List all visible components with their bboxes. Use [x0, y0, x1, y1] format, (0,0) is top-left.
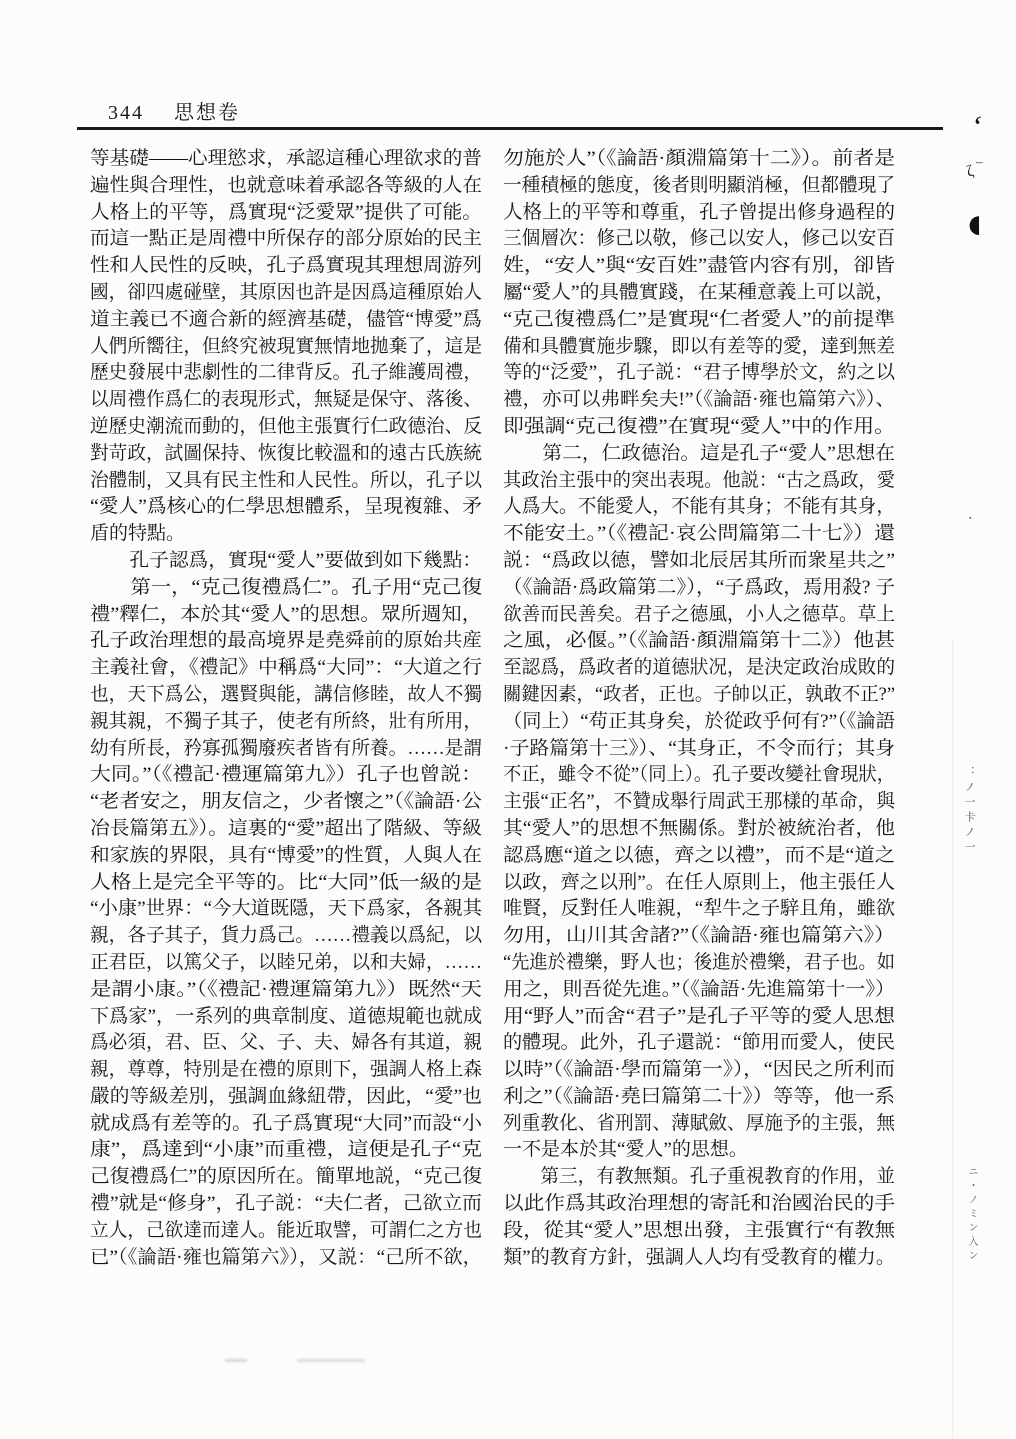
text-line: 親，尊尊，特別是在禮的原則下，强調人格上森	[90, 1059, 482, 1081]
text-line: 以此作爲其政治理想的寄託和治國治民的手	[503, 1193, 895, 1215]
bleed-through-upper: ：ノ一卡ノ一	[963, 766, 975, 856]
text-line: 即强調“克己復禮”在實現“愛人”中的作用。	[503, 415, 895, 437]
text-line: 主義社會，《禮記》中稱爲“大同”：“大道之行	[90, 657, 482, 679]
text-line: 不正，雖令不從”（同上）。孔子要改變社會現狀，	[503, 764, 895, 786]
text-line: 孔子政治理想的最高境界是堯舜前的原始共産	[90, 630, 483, 652]
text-line: 下爲家”，一系列的典章制度、道德規範也就成	[90, 1005, 482, 1027]
text-line: 利之”（《論語·堯曰篇第二十》）等等，他一系	[503, 1085, 895, 1107]
text-line: 段，從其“愛人”思想出發，主張實行“有教無	[503, 1219, 895, 1241]
text-line: 禮，亦可以弗畔矣夫!”（《論語·雍也篇第六》）、	[503, 389, 895, 411]
text-line: 其政治主張中的突出表現。他説：“古之爲政，愛	[503, 469, 895, 491]
text-line: 和家族的界限，具有“博愛”的性質，人與人在	[90, 844, 482, 866]
text-line: （同上）“苟正其身矣，於從政乎何有?”（《論語	[503, 710, 895, 732]
text-line: 勿施於人”（《論語·顏淵篇第十二》）。前者是	[503, 148, 895, 169]
text-line: 幼有所長，矜寡孤獨廢疾者皆有所養。……是謂	[90, 737, 482, 759]
ink-mark-dash: ‒	[976, 154, 983, 169]
text-line: 第三，有教無類。孔子重視教育的作用，並	[503, 1166, 895, 1188]
text-line: 禮”釋仁，本於其“愛人”的思想。眾所週知，	[90, 603, 482, 625]
text-line: 性和人民性的反映，孔子爲實現其理想周游列	[90, 255, 483, 277]
text-line: 盾的特點。	[90, 523, 186, 545]
text-line: 的體現。此外，孔子還説：“節用而愛人，使民	[503, 1032, 895, 1054]
text-line: “愛人”爲核心的仁學思想體系，呈現複雜、矛	[90, 496, 482, 518]
text-line: “克己復禮爲仁”是實現“仁者愛人”的前提準	[503, 308, 895, 330]
text-line: 不能安土。”（《禮記·哀公問篇第二十七》）還	[503, 523, 895, 545]
text-line: 人們所嚮往，但終究被現實無情地拋棄了，這是	[90, 335, 482, 357]
text-line: 人爲大。不能愛人，不能有其身；不能有其身，	[503, 496, 895, 518]
text-line: 等的“泛愛”，孔子説：“君子博學於文，約之以	[503, 362, 895, 384]
text-line: （《論語·爲政篇第二》），“子爲政，焉用殺? 子	[503, 576, 895, 598]
text-line: 而這一點正是周禮中所保存的部分原始的民主	[90, 228, 483, 250]
ink-blob-half-disc: ◖	[961, 199, 988, 248]
text-line: 其“愛人”的思想不無關係。對於被統治者，他	[503, 817, 895, 839]
text-column-right	[503, 146, 895, 1271]
text-line: 列重教化、省刑罰、薄賦斂、厚施予的主張，無	[503, 1112, 895, 1134]
text-line: 一不是本於其“愛人”的思想。	[503, 1139, 748, 1161]
text-line: 親，各子其子，貨力爲己。……禮義以爲紀，以	[90, 925, 482, 947]
text-line: 姓，“安人”與“安百姓”盡管内容有別，卻皆	[503, 255, 895, 277]
text-line: 道主義已不適合新的經濟基礎，儘管“博愛”爲	[90, 308, 482, 330]
text-line: 正君臣，以篤父子，以睦兄弟，以和夫婦，……	[90, 951, 482, 973]
ink-mark-squiggle: ζ	[964, 162, 976, 181]
bleed-through-lower: ニ・ノミン入ン	[966, 1166, 977, 1264]
text-column-left	[90, 146, 482, 1271]
text-line: “先進於禮樂，野人也；後進於禮樂，君子也。如	[503, 951, 895, 973]
text-line: 説：“爲政以德，譬如北辰居其所而衆星共之”	[503, 549, 895, 571]
text-line: 治體制，又具有民主性和人民性。所以，孔子以	[90, 469, 482, 491]
text-line: 認爲應“道之以德，齊之以禮”，而不是“道之	[503, 844, 895, 866]
text-line: 對苛政，試圖保持、恢復比較溫和的遠古氏族統	[90, 442, 482, 464]
text-line: 孔子認爲，實現“愛人”要做到如下幾點：	[90, 549, 482, 571]
text-line: 唯賢，反對任人唯親，“犁牛之子騂且角，雖欲	[503, 898, 895, 920]
text-line: ·子路篇第十三》）、“其身正，不令而行；其身	[503, 737, 895, 759]
text-line: 等基礎——心理慾求，承認這種心理欲求的普	[90, 148, 483, 169]
text-line: 第二，仁政德治。這是孔子“愛人”思想在	[503, 442, 895, 464]
text-line: 關鍵因素，“政者，正也。子帥以正，孰敢不正?”	[503, 683, 895, 705]
text-line: “老者安之，朋友信之，少者懷之”（《論語·公	[90, 791, 482, 813]
text-line: 爲必須，君、臣、父、子、夫、婦各有其道，親	[90, 1032, 482, 1054]
text-line: 用之，則吾從先進。”（《論語·先進篇第十一》）	[503, 978, 895, 1000]
text-line: 已”（《論語·雍也篇第六》），又説：“己所不欲，	[90, 1246, 482, 1268]
text-line: 之風，必偃。”（《論語·顏淵篇第十二》）他甚	[503, 630, 895, 652]
text-line: 禮”就是“修身”，孔子説：“夫仁者，己欲立而	[90, 1193, 482, 1215]
ink-mark-comma: ʻ	[969, 109, 985, 144]
text-line: 冶長篇第五》）。這裏的“愛”超出了階級、等級	[90, 817, 482, 839]
text-line: 遍性與合理性，也就意味着承認各等級的人在	[90, 174, 483, 196]
text-line: 也，天下爲公，選賢與能，講信修睦，故人不獨	[90, 683, 482, 705]
text-line: 用“野人”而舍“君子”是孔子平等的愛人思想	[503, 1005, 895, 1027]
text-line: 主張“正名”，不贊成舉行周武王那樣的革命，與	[503, 791, 895, 813]
text-line: 逆歷史潮流而動的，但他主張實行仁政德治、反	[90, 415, 482, 437]
text-line: 第一，“克己復禮爲仁”。孔子用“克己復	[90, 576, 482, 598]
text-line: 嚴的等級差別，强調血緣紐帶，因此，“愛”也	[90, 1085, 482, 1107]
page-header	[108, 96, 240, 125]
text-line: 至認爲，爲政者的道德狀况，是決定政治成敗的	[503, 657, 895, 679]
text-line: 國，卻四處碰壁，其原因也許是因爲這種原始人	[90, 281, 482, 303]
scan-smudge	[297, 1359, 365, 1362]
section-title: 思想卷	[174, 102, 240, 124]
ink-speck: ▪	[969, 514, 972, 522]
text-line: 親其親，不獨子其子，使老有所終，壯有所用，	[90, 710, 482, 732]
text-line: 以時”（《論語·學而篇第一》），“因民之所利而	[503, 1059, 895, 1081]
header-rule	[77, 127, 943, 130]
text-line: 欲善而民善矣。君子之德風，小人之德草。草上	[503, 603, 895, 625]
text-line: 一種積極的態度，後者則明顯消極，但都體現了	[503, 174, 895, 196]
text-line: 備和具體實施步驟，即以有差等的愛，達到無差	[503, 335, 895, 357]
text-line: 以政，齊之以刑”。在任人原則上，他主張任人	[503, 871, 895, 893]
text-line: 就成爲有差等的。孔子爲實現“大同”而設“小	[90, 1112, 482, 1134]
text-line: 屬“愛人”的具體實踐，在某種意義上可以説，	[503, 281, 895, 303]
text-line: 勿用，山川其舍諸?”（《論語·雍也篇第六》）	[503, 925, 895, 947]
text-line: 人格上是完全平等的。比“大同”低一級的是	[90, 871, 482, 893]
text-line: 是謂小康。”（《禮記·禮運篇第九》）既然“天	[90, 978, 482, 1000]
text-line: “小康”世界：“今大道既隱，天下爲家，各親其	[90, 898, 483, 920]
text-line: 康”，爲達到“小康”而重禮，這便是孔子“克	[90, 1139, 482, 1161]
text-line: 以周禮作爲仁的表現形式，無疑是保守、落後、	[90, 389, 482, 411]
text-line: 大同。”（《禮記·禮運篇第九》）孔子也曾説：	[90, 764, 482, 786]
text-line: 己復禮爲仁”的原因所在。簡單地説，“克己復	[90, 1166, 482, 1188]
text-line: 三個層次：修己以敬，修己以安人，修己以安百	[503, 228, 895, 250]
text-line: 人格上的平等，爲實現“泛愛眾”提供了可能。	[90, 201, 482, 223]
scan-smudge	[225, 1359, 247, 1362]
text-line: 類”的教育方針，强調人人均有受教育的權力。	[503, 1246, 895, 1268]
scan-edge-line	[952, 640, 953, 1439]
text-line: 立人，己欲達而達人。能近取譬，可謂仁之方也	[90, 1219, 482, 1241]
text-line: 人格上的平等和尊重，孔子曾提出修身過程的	[503, 201, 895, 223]
text-line: 歷史發展中悲劇性的二律背反。孔子維護周禮，	[90, 362, 482, 384]
page-number: 344	[108, 102, 144, 124]
